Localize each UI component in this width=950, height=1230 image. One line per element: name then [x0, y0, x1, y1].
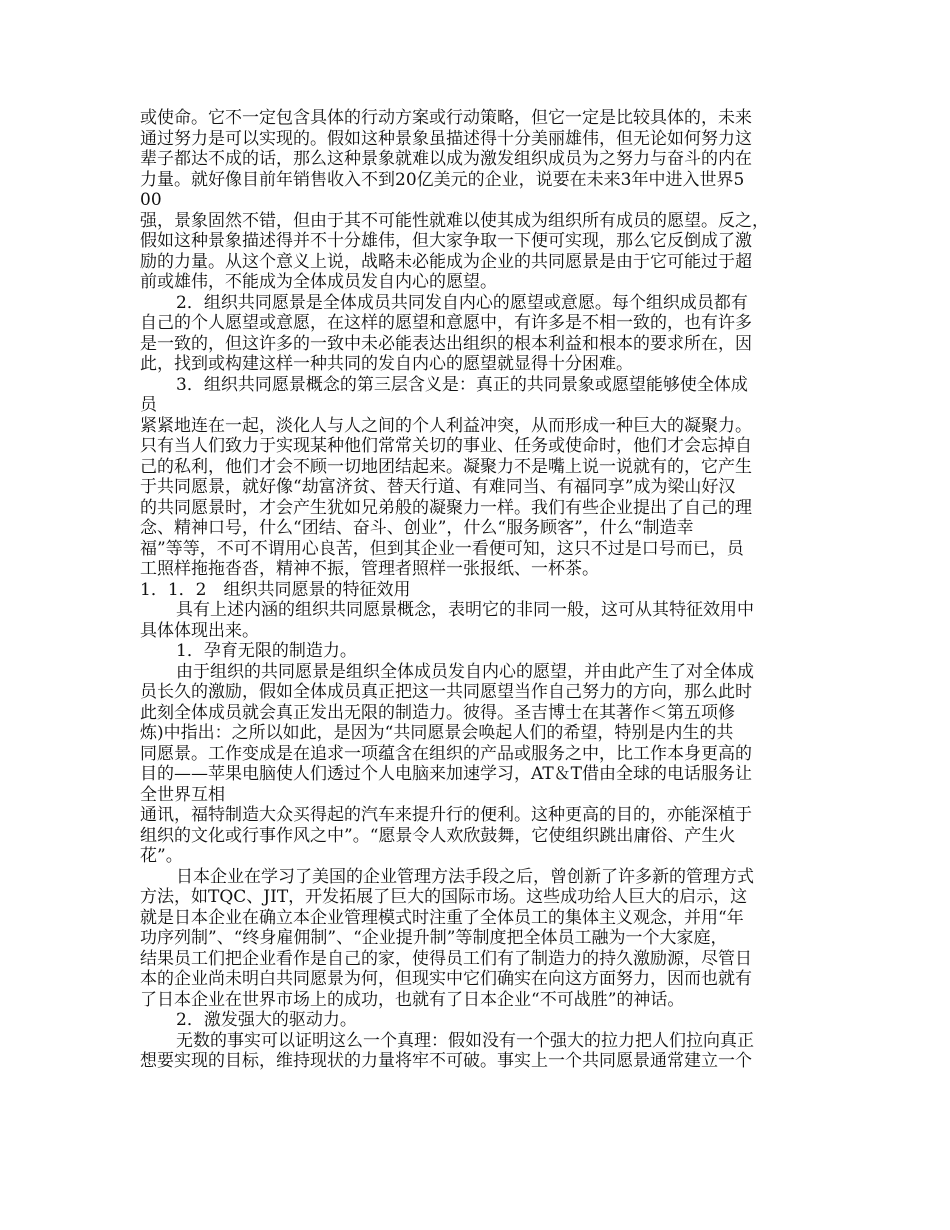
text-line: 具体体现出来。	[140, 620, 259, 641]
text-line: 就是日本企业在确立本企业管理模式时注重了全体员工的集体主义观念，并用“年	[140, 907, 744, 928]
text-line: 自己的个人愿望或意愿，在这样的愿望和意愿中，有许多是不相一致的，也有许多	[140, 313, 752, 333]
text-line: 具有上述内涵的组织共同愿景概念，表明它的非同一般，这可从其特征效用中	[176, 600, 754, 620]
text-line: 3．组织共同愿景概念的第三层含义是：真正的共同景象或愿望能够使全体成	[176, 374, 748, 395]
text-line: 或使命。它不一定包含具体的行动方案或行动策略，但它一定是比较具体的，未来	[140, 108, 752, 128]
text-line: 员	[140, 395, 157, 415]
text-line: 方法，如TQC、JIT，开发拓展了巨大的国际市场。这些成功给人巨大的启示，这	[140, 887, 748, 907]
text-line: 1．孕育无限的制造力。	[176, 641, 357, 661]
text-line: 福”等等，不可不谓用心良苦，但到其企业一看便可知，这只不过是口号而已，员	[140, 538, 744, 559]
text-line: 日本企业在学习了美国的企业管理方法手段之后，曾创新了许多新的管理方式	[176, 866, 754, 887]
text-line: 结果员工们把企业看作是自己的家，使得员工们有了制造力的持久激励源，尽管日	[140, 948, 752, 969]
text-line: 1．1．2 组织共同愿景的特征效用	[140, 579, 411, 600]
text-line: 组织的文化或行事作风之中”。“愿景令人欢欣鼓舞，它使组织跳出庸俗、产生火	[140, 825, 736, 846]
text-line: 己的私利，他们才会不顾一切地团结起来。凝聚力不是嘴上说一说就有的，它产生	[140, 456, 752, 477]
text-line: 通讯，福特制造大众买得起的汽车来提升行的便利。这种更高的目的，亦能深植于	[140, 805, 752, 825]
text-line: 此刻全体成员就会真正发出无限的制造力。彼得。圣吉博士在其著作＜第五项修	[140, 702, 735, 723]
text-line: 2．组织共同愿景是全体成员共同发自内心的愿望或意愿。每个组织成员都有	[176, 292, 748, 313]
text-line: 力量。就好像目前年销售收入不到20亿美元的企业，说要在未来3年中进入世界5	[140, 169, 745, 190]
text-line: 此，找到或构建这样一种共同的发自内心的愿望就显得十分困难。	[140, 354, 633, 374]
text-line: 花”。	[140, 846, 183, 866]
text-line: 00	[140, 190, 162, 210]
text-line: 员长久的激励，假如全体成员真正把这一共同愿望当作自己努力的方向，那么此时	[140, 682, 752, 702]
document-page	[140, 108, 820, 1072]
text-line: 辈子都达不成的话，那么这种景象就难以成为激发组织成员为之努力与奋斗的内在	[140, 149, 752, 169]
text-line: 炼)中指出：之所以如此，是因为“共同愿景会唤起人们的希望，特别是内生的共	[140, 723, 734, 743]
text-line: 了日本企业在世界市场上的成功，也就有了日本企业“不可战胜”的神话。	[140, 989, 685, 1010]
text-line: 励的力量。从这个意义上说，战略未必能成为企业的共同愿景是由于它可能过于超	[140, 251, 752, 272]
text-line: 2．激发强大的驱动力。	[176, 1010, 357, 1030]
text-line: 功序列制”、“终身雇佣制”、“企业提升制”等制度把全体员工融为一个大家庭，	[140, 928, 728, 948]
text-line: 本的企业尚未明白共同愿景为何，但现实中它们确实在向这方面努力，因而也就有	[140, 969, 752, 989]
text-line: 目的——苹果电脑使人们透过个人电脑来加速学习，AT＆T借由全球的电话服务让	[140, 764, 753, 784]
text-line: 通过努力是可以实现的。假如这种景象虽描述得十分美丽雄伟，但无论如何努力这	[140, 128, 752, 149]
text-line: 的共同愿景时，才会产生犹如兄弟般的凝聚力一样。我们有些企业提出了自己的理	[140, 497, 752, 518]
text-line: 无数的事实可以证明这么一个真理：假如没有一个强大的拉力把人们拉向真正	[176, 1030, 754, 1051]
text-line: 同愿景。工作变成是在追求一项蕴含在组织的产品或服务之中，比工作本身更高的	[140, 743, 752, 764]
text-line: 由于组织的共同愿景是组织全体成员发自内心的愿望，并由此产生了对全体成	[176, 661, 754, 682]
text-line: 全世界互相	[140, 784, 225, 805]
text-line: 前或雄伟，不能成为全体成员发自内心的愿望。	[140, 272, 497, 292]
text-line: 是一致的，但这许多的一致中未必能表达出组织的根本利益和根本的要求所在，因	[140, 333, 752, 354]
text-line: 只有当人们致力于实现某种他们常常关切的事业、任务或使命时，他们才会忘掉自	[140, 436, 752, 456]
text-line: 于共同愿景，就好像“劫富济贫、替天行道、有难同当、有福同享”成为梁山好汉	[140, 477, 736, 497]
text-line: 强，景象固然不错，但由于其不可能性就难以使其成为组织所有成员的愿望。反之，	[140, 210, 769, 231]
text-line: 假如这种景象描述得并不十分雄伟，但大家争取一下便可实现，那么它反倒成了激	[140, 231, 752, 251]
text-line: 工照样拖拖沓沓，精神不振，管理者照样一张报纸、一杯茶。	[140, 559, 599, 579]
text-line: 念、精神口号，什么“团结、奋斗、创业”，什么“服务顾客”，什么“制造幸	[140, 518, 694, 538]
text-line: 紧紧地连在一起，淡化人与人之间的个人利益冲突，从而形成一种巨大的凝聚力。	[140, 415, 752, 436]
text-line: 想要实现的目标，维持现状的力量将牢不可破。事实上一个共同愿景通常建立一个	[140, 1051, 752, 1071]
